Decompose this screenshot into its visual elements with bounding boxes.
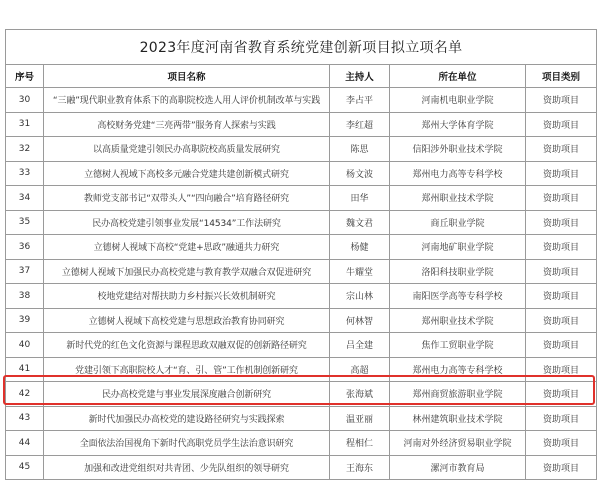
cell-category: 资助项目 [526,455,597,480]
cell-seq: 45 [6,455,44,480]
project-list-table [5,29,597,480]
cell-category: 资助项目 [526,112,597,137]
cell-leader: 温亚丽 [330,406,390,431]
cell-name: 新时代党的红色文化资源与课程思政双融双促的创新路径研究 [44,333,330,358]
cell-leader: 张海斌 [330,382,390,407]
cell-unit: 河南机电职业学院 [390,88,526,113]
cell-category: 资助项目 [526,259,597,284]
cell-leader: 杨健 [330,235,390,260]
table-row [6,284,597,309]
cell-seq: 35 [6,210,44,235]
cell-seq: 38 [6,284,44,309]
cell-seq: 40 [6,333,44,358]
cell-leader: 魏文君 [330,210,390,235]
header-row [6,65,597,88]
cell-name: 立德树人视域下高校党建与思想政治教育协同研究 [44,308,330,333]
cell-seq: 42 [6,382,44,407]
cell-seq: 44 [6,431,44,456]
cell-seq: 32 [6,137,44,162]
cell-unit: 郑州电力高等专科学校 [390,357,526,382]
cell-name: 立德树人视域下高校“党建+思政”融通共力研究 [44,235,330,260]
cell-leader: 何林智 [330,308,390,333]
cell-leader: 陈思 [330,137,390,162]
table-title: 2023年度河南省教育系统党建创新项目拟立项名单 [6,30,597,65]
cell-unit: 郑州电力高等专科学校 [390,161,526,186]
cell-unit: 南阳医学高等专科学校 [390,284,526,309]
cell-leader: 田华 [330,186,390,211]
cell-seq: 43 [6,406,44,431]
table-row [6,88,597,113]
cell-unit: 河南地矿职业学院 [390,235,526,260]
table-row [6,186,597,211]
cell-leader: 杨文波 [330,161,390,186]
cell-unit: 河南对外经济贸易职业学院 [390,431,526,456]
table-row [6,161,597,186]
table-row [6,112,597,137]
cell-seq: 36 [6,235,44,260]
cell-unit: 林州建筑职业技术学院 [390,406,526,431]
cell-unit: 焦作工贸职业学院 [390,333,526,358]
cell-leader: 王海东 [330,455,390,480]
cell-name: 民办高校党建与事业发展深度融合创新研究 [44,382,330,407]
header-category: 项目类别 [526,65,597,88]
table-row [6,455,597,480]
cell-name: 民办高校党建引领事业发展“14534”工作法研究 [44,210,330,235]
table-row [6,357,597,382]
cell-name: 立德树人视域下高校多元融合党建共建创新模式研究 [44,161,330,186]
cell-category: 资助项目 [526,382,597,407]
table-row-highlighted [6,382,597,407]
cell-unit: 洛阳科技职业学院 [390,259,526,284]
header-name: 项目名称 [44,65,330,88]
cell-category: 资助项目 [526,186,597,211]
cell-unit: 郑州职业技术学院 [390,308,526,333]
cell-seq: 39 [6,308,44,333]
cell-category: 资助项目 [526,88,597,113]
cell-category: 资助项目 [526,333,597,358]
cell-name: “三融”现代职业教育体系下的高职院校选人用人评价机制改革与实践 [44,88,330,113]
table-row [6,210,597,235]
cell-unit: 漯河市教育局 [390,455,526,480]
table-row [6,308,597,333]
cell-category: 资助项目 [526,284,597,309]
table-row [6,406,597,431]
cell-name: 立德树人视域下加强民办高校党建与教育教学双融合双促进研究 [44,259,330,284]
cell-unit: 郑州职业技术学院 [390,186,526,211]
cell-leader: 李红超 [330,112,390,137]
cell-category: 资助项目 [526,406,597,431]
header-leader: 主持人 [330,65,390,88]
cell-unit: 郑州商贸旅游职业学院 [390,382,526,407]
table-row [6,137,597,162]
cell-seq: 41 [6,357,44,382]
cell-seq: 37 [6,259,44,284]
cell-leader: 牛耀堂 [330,259,390,284]
cell-leader: 吕全建 [330,333,390,358]
table-row [6,333,597,358]
cell-category: 资助项目 [526,357,597,382]
table-row [6,259,597,284]
cell-seq: 33 [6,161,44,186]
cell-category: 资助项目 [526,308,597,333]
cell-category: 资助项目 [526,161,597,186]
table-row [6,235,597,260]
cell-name: 新时代加强民办高校党的建设路径研究与实践探索 [44,406,330,431]
cell-name: 党建引领下高职院校人才“育、引、管”工作机制创新研究 [44,357,330,382]
header-unit: 所在单位 [390,65,526,88]
cell-name: 高校财务党建“三亮两带”服务育人探索与实践 [44,112,330,137]
cell-category: 资助项目 [526,210,597,235]
cell-category: 资助项目 [526,137,597,162]
cell-name: 加强和改进党组织对共青团、少先队组织的领导研究 [44,455,330,480]
cell-leader: 李占平 [330,88,390,113]
cell-unit: 郑州大学体育学院 [390,112,526,137]
header-seq: 序号 [6,65,44,88]
table-row [6,431,597,456]
cell-category: 资助项目 [526,431,597,456]
title-row [6,30,597,65]
cell-name: 教师党支部书记“双带头人”“四向融合”培育路径研究 [44,186,330,211]
cell-seq: 34 [6,186,44,211]
cell-name: 全面依法治国视角下新时代高职党员学生法治意识研究 [44,431,330,456]
cell-seq: 31 [6,112,44,137]
cell-seq: 30 [6,88,44,113]
cell-name: 以高质量党建引领民办高职院校高质量发展研究 [44,137,330,162]
cell-category: 资助项目 [526,235,597,260]
cell-name: 校地党建结对帮扶助力乡村振兴长效机制研究 [44,284,330,309]
cell-leader: 程相仁 [330,431,390,456]
cell-leader: 高超 [330,357,390,382]
cell-unit: 商丘职业学院 [390,210,526,235]
cell-unit: 信阳涉外职业技术学院 [390,137,526,162]
table-body [6,30,597,480]
cell-leader: 宗山林 [330,284,390,309]
